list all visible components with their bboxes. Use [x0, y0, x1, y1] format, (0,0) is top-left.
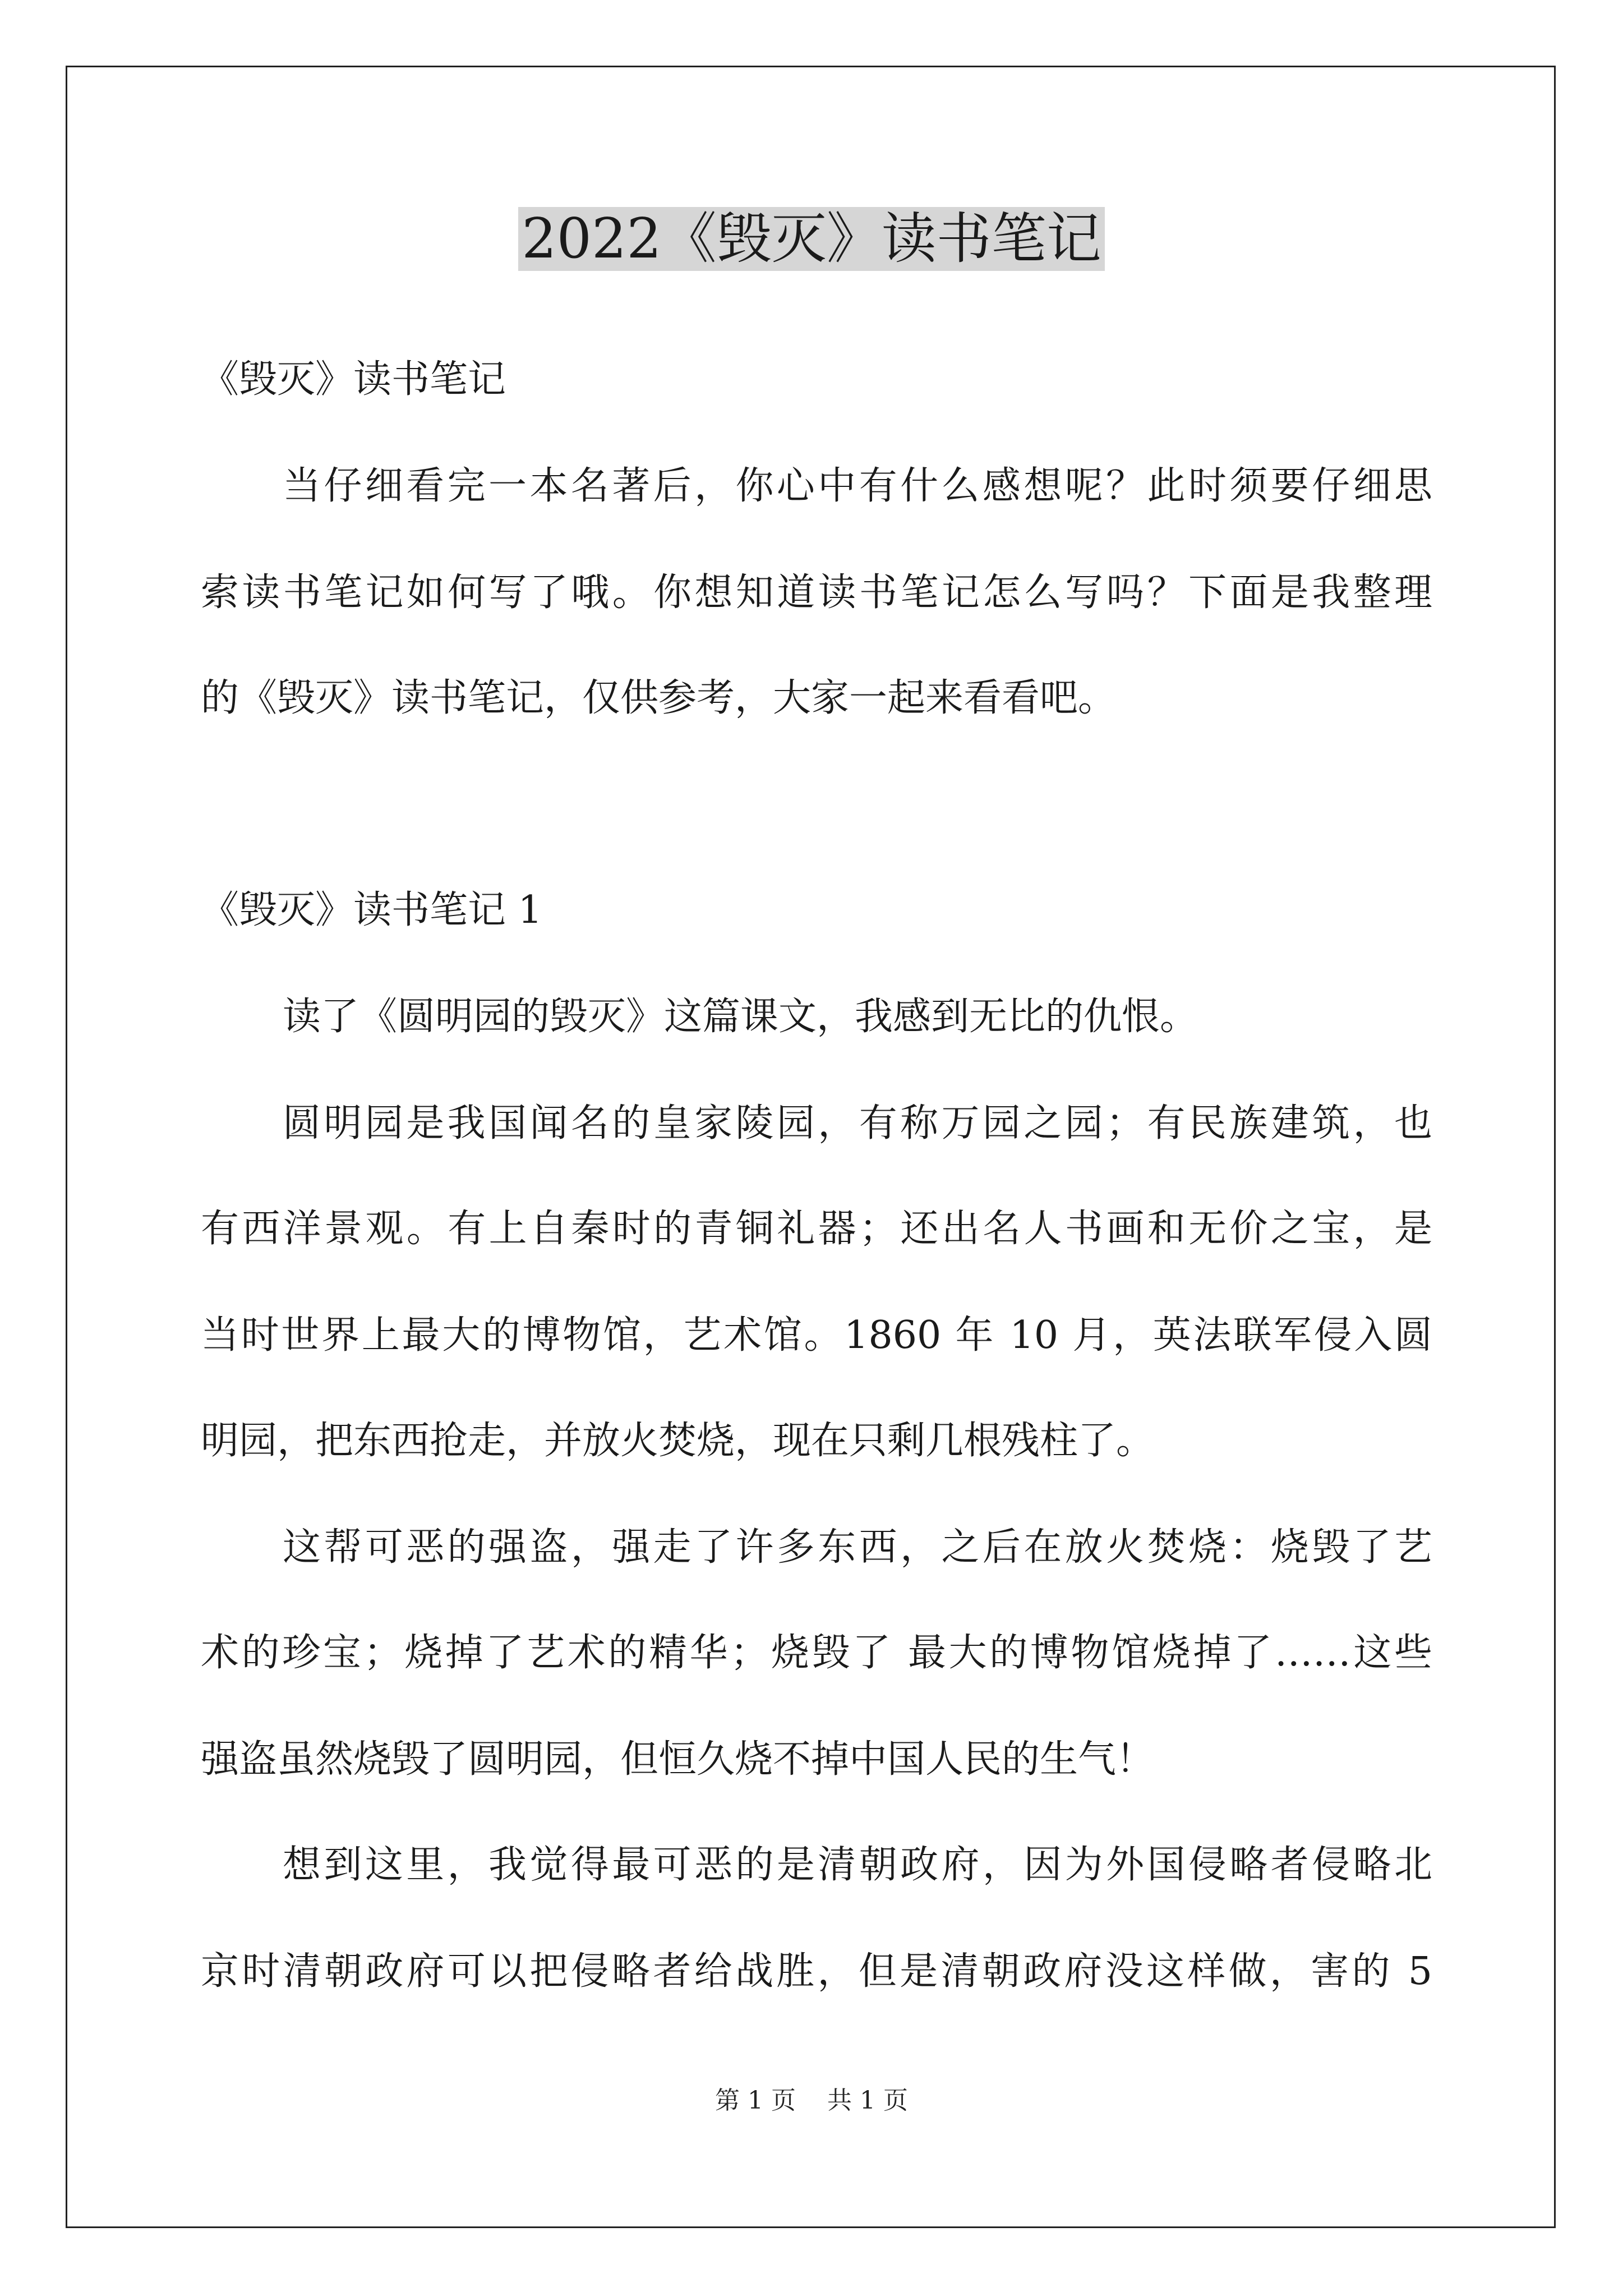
intro-line: 的《毁灭》读书笔记，仅供参考，大家一起来看看吧。: [201, 676, 1117, 720]
paragraph-line: 京时清朝政府可以把侵略者给战胜，但是清朝政府没这样做，害的 5: [201, 1949, 1432, 1994]
paragraph-line: 强盗虽然烧毁了圆明园，但恒久烧不掉中国人民的生气！: [201, 1737, 1155, 1782]
page-total: 共 1 页: [827, 2086, 908, 2115]
paragraph-line: 明园，把东西抢走，并放火焚烧，现在只剩几根残柱了。: [201, 1419, 1155, 1463]
intro-line: 索读书笔记如何写了哦。你想知道读书笔记怎么写吗？下面是我整理: [201, 570, 1432, 615]
paragraph-line: 想到这里，我觉得最可恶的是清朝政府，因为外国侵略者侵略北: [283, 1843, 1432, 1887]
paragraph-line: 术的珍宝；烧掉了艺术的精华；烧毁了 最大的博物馆烧掉了……这些: [201, 1631, 1432, 1675]
paragraph-line: 读了《圆明园的毁灭》这篇课文，我感到无比的仇恨。: [283, 995, 1198, 1039]
document-title: 2022《毁灭》读书笔记: [0, 200, 1623, 278]
page-footer: [0, 2084, 1623, 2118]
intro-line: 当仔细看完一本名著后，你心中有什么感想呢？此时须要仔细思: [283, 464, 1432, 508]
paragraph-line: 当时世界上最大的博物馆，艺术馆。1860 年 10 月，英法联军侵入圆: [201, 1313, 1432, 1358]
paragraph-line: 有西洋景观。有上自秦时的青铜礼器；还出名人书画和无价之宝，是: [201, 1207, 1432, 1251]
document-subtitle: 《毁灭》读书笔记: [201, 357, 506, 402]
page-number: 第 1 页: [715, 2086, 796, 2115]
paragraph-line: 圆明园是我国闻名的皇家陵园，有称万园之园；有民族建筑，也: [283, 1101, 1432, 1145]
paragraph-line: 这帮可恶的强盗，强走了许多东西，之后在放火焚烧：烧毁了艺: [283, 1525, 1432, 1570]
section-heading: 《毁灭》读书笔记 1: [201, 888, 542, 932]
